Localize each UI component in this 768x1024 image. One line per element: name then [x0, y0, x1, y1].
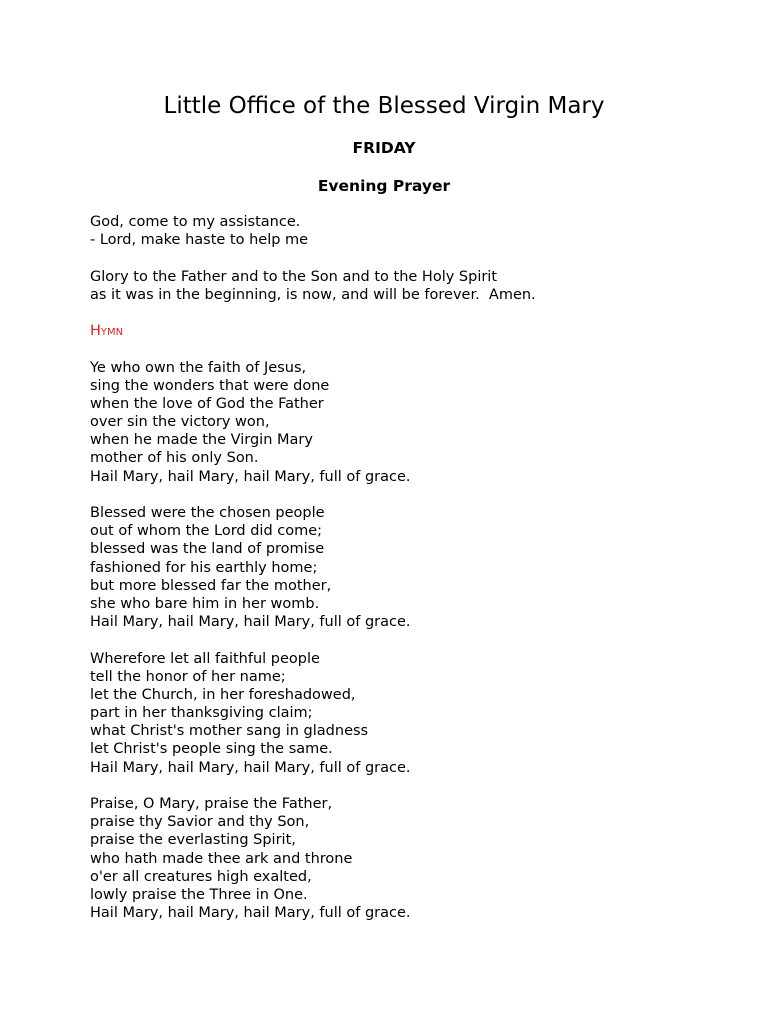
hymn-stanza [90, 795, 710, 922]
hymn-line: part in her thanksgiving claim; [90, 705, 313, 722]
hymn-refrain: Hail Mary, hail Mary, hail Mary, full of grace. [90, 905, 411, 922]
hymn-line: over sin the victory won, [90, 414, 270, 431]
spacer [90, 777, 710, 795]
hymn-line: blessed was the land of promise [90, 541, 325, 558]
hymn-refrain: Hail Mary, hail Mary, hail Mary, full of grace. [90, 468, 411, 485]
opening-response: - Lord, make haste to help me [90, 232, 309, 249]
opening-versicle: God, come to my assistance. [90, 214, 301, 230]
hymn-refrain: Hail Mary, hail Mary, hail Mary, full of grace. [90, 759, 411, 776]
hymn-line: out of whom the Lord did come; [90, 523, 323, 540]
hymn-line: she who bare him in her womb. [90, 595, 320, 612]
hymn-line: lowly praise the Three in One. [90, 886, 308, 903]
doxology-line: Glory to the Father and to the Son and to the Holy Spirit [90, 268, 498, 285]
hymn-line: tell the honor of her name; [90, 668, 286, 685]
hour-heading: Evening Prayer [317, 177, 451, 195]
hymn-line: let the Church, in her foreshadowed, [90, 686, 356, 703]
spacer [90, 304, 710, 322]
hymn-line: mother of his only Son. [90, 450, 259, 467]
hymn-line: let Christ's people sing the same. [90, 741, 333, 758]
prayer-body [90, 213, 710, 922]
hymn-line: Praise, O Mary, praise the Father, [90, 796, 333, 812]
document-title: Little Office of the Blessed Virgin Mary [163, 93, 605, 119]
hymn-line: Ye who own the faith of Jesus, [90, 359, 307, 376]
hymn-line: fashioned for his earthly home; [90, 559, 318, 576]
hymn-line: Wherefore let all faithful people [90, 650, 320, 667]
hymn-line: when he made the Virgin Mary [90, 432, 313, 449]
hymn-stanza [90, 359, 710, 486]
spacer [90, 631, 710, 649]
spacer [90, 486, 710, 504]
doxology-line: as it was in the beginning, is now, and will be forever. Amen. [90, 286, 536, 303]
hymn-line: what Christ's mother sang in gladness [90, 723, 369, 740]
hymn-line: when the love of God the Father [90, 395, 324, 412]
hymn-line: sing the wonders that were done [90, 377, 330, 394]
hymn-stanza [90, 650, 710, 777]
day-heading: FRIDAY [352, 139, 416, 157]
hymn-line: o'er all creatures high exalted, [90, 868, 312, 885]
hymn-line: praise thy Savior and thy Son, [90, 814, 310, 831]
hymn-line: but more blessed far the mother, [90, 577, 332, 594]
hymn-stanza [90, 504, 710, 631]
hymn-refrain: Hail Mary, hail Mary, hail Mary, full of grace. [90, 614, 411, 631]
spacer [90, 340, 710, 358]
hymn-line: praise the everlasting Spirit, [90, 832, 296, 849]
spacer [90, 249, 710, 267]
hymn-line: who hath made thee ark and throne [90, 850, 353, 867]
hymn-rubric: Hymn [90, 323, 124, 340]
hymn-line: Blessed were the chosen people [90, 505, 325, 521]
